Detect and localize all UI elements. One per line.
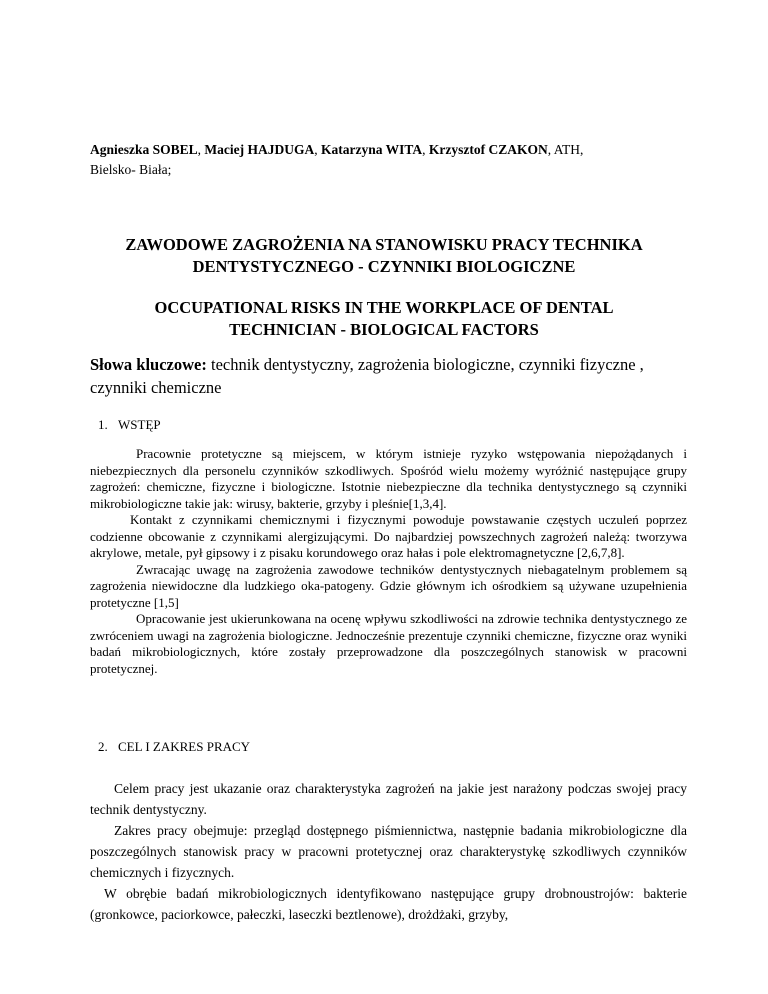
section-number: 1. bbox=[98, 417, 108, 432]
section-title: CEL I ZAKRES PRACY bbox=[118, 739, 251, 754]
section-heading-introduction bbox=[98, 416, 161, 434]
affiliation-city: Bielsko- Biała; bbox=[90, 162, 172, 177]
title-english bbox=[80, 297, 688, 341]
paragraph: Pracownie protetyczne są miejscem, w którym istnieje ryzyko wstępowania niepożądanych i niebezpiecznych dla personelu czynników szkodliwych. Spośród wielu możemy wyróżnić następujące grupy zagrożeń: chemiczne, fizyczne i biologiczne. Istotnie niebezpieczne dla technika dentystycznego są czynniki mikrobiologiczne takie jak: wirusy, bakterie, grzyby i pleśnie[1,3,4]. bbox=[90, 446, 687, 511]
keywords-text: technik dentystyczny, zagrożenia biologiczne, czynniki fizyczne , czynniki chemiczne bbox=[90, 355, 644, 397]
paragraph: W obrębie badań mikrobiologicznych identyfikowano następujące grupy drobnoustrojów: bakterie (gronkowce, paciorkowce, pałeczki, laseczki beztlenowe), drożdżaki, grzyby, bbox=[90, 886, 687, 922]
title-english-line2: TECHNICIAN - BIOLOGICAL FACTORS bbox=[229, 320, 539, 339]
author-name: Agnieszka SOBEL bbox=[90, 142, 198, 157]
section-introduction-body bbox=[90, 446, 687, 677]
paragraph: Celem pracy jest ukazanie oraz charakterystyka zagrożeń na jakie jest narażony podczas swojej pracy technik dentystyczny. bbox=[90, 781, 687, 817]
section-number: 2. bbox=[98, 739, 108, 754]
title-english-line1: OCCUPATIONAL RISKS IN THE WORKPLACE OF DENTAL bbox=[154, 298, 614, 317]
section-title: WSTĘP bbox=[118, 417, 161, 432]
author-name: Krzysztof CZAKON bbox=[428, 142, 548, 157]
paragraph: Zakres pracy obejmuje: przegląd dostępnego piśmiennictwa, następnie badania mikrobiologiczne dla poszczególnych stanowisk pracy w pracowni protetycznej oraz charakterystykę szkodliwych czynników chemicznych i fizycznych. bbox=[90, 823, 687, 880]
paragraph: Opracowanie jest ukierunkowana na ocenę wpływu szkodliwości na zdrowie technika dentystycznego ze zwróceniem uwagi na zagrożenia biologiczne. Jednocześnie prezentuje czynniki chemiczne, fizyczne oraz wyniki badań mikrobiologicznych, które zostały przeprowadzone dla poszczególnych stanowisk w pracowni protetycznej. bbox=[90, 611, 687, 676]
affiliation: , ATH, bbox=[547, 142, 584, 157]
author-block: Agnieszka SOBEL, Maciej HAJDUGA, Katarzyna WITA, Krzysztof CZAKON, ATH, Bielsko- Biała; bbox=[90, 142, 584, 177]
keywords-label: Słowa kluczowe: bbox=[90, 355, 207, 374]
author-name: Maciej HAJDUGA bbox=[204, 142, 315, 157]
keywords bbox=[90, 353, 690, 399]
section-heading-aim-scope bbox=[98, 738, 250, 756]
title-polish bbox=[80, 234, 688, 278]
section-aim-scope-body bbox=[90, 778, 687, 925]
title-polish-line1: ZAWODOWE ZAGROŻENIA NA STANOWISKU PRACY TECHNIKA bbox=[125, 235, 643, 254]
author-name: Katarzyna WITA bbox=[321, 142, 423, 157]
title-polish-line2: DENTYSTYCZNEGO - CZYNNIKI BIOLOGICZNE bbox=[192, 257, 576, 276]
paragraph: Kontakt z czynnikami chemicznymi i fizycznymi powoduje powstawanie częstych uczuleń poprzez codzienne obcowanie z czynnikami alergizującymi. Do najbardziej powszechnych zagrożeń należą: tworzywa akrylowe, metale, pył gipsowy i z pisaku korundowego oraz hałas i pole elektromagnetyczne [2,6,7,8]. bbox=[90, 512, 687, 560]
paragraph: Zwracając uwagę na zagrożenia zawodowe techników dentystycznych niebagatelnym problemem są zagrożenia niewidoczne dla ludzkiego oka-patogeny. Gdzie głównym ich ośrodkiem są używane uzupełnienia protetyczne [1,5] bbox=[90, 561, 687, 610]
